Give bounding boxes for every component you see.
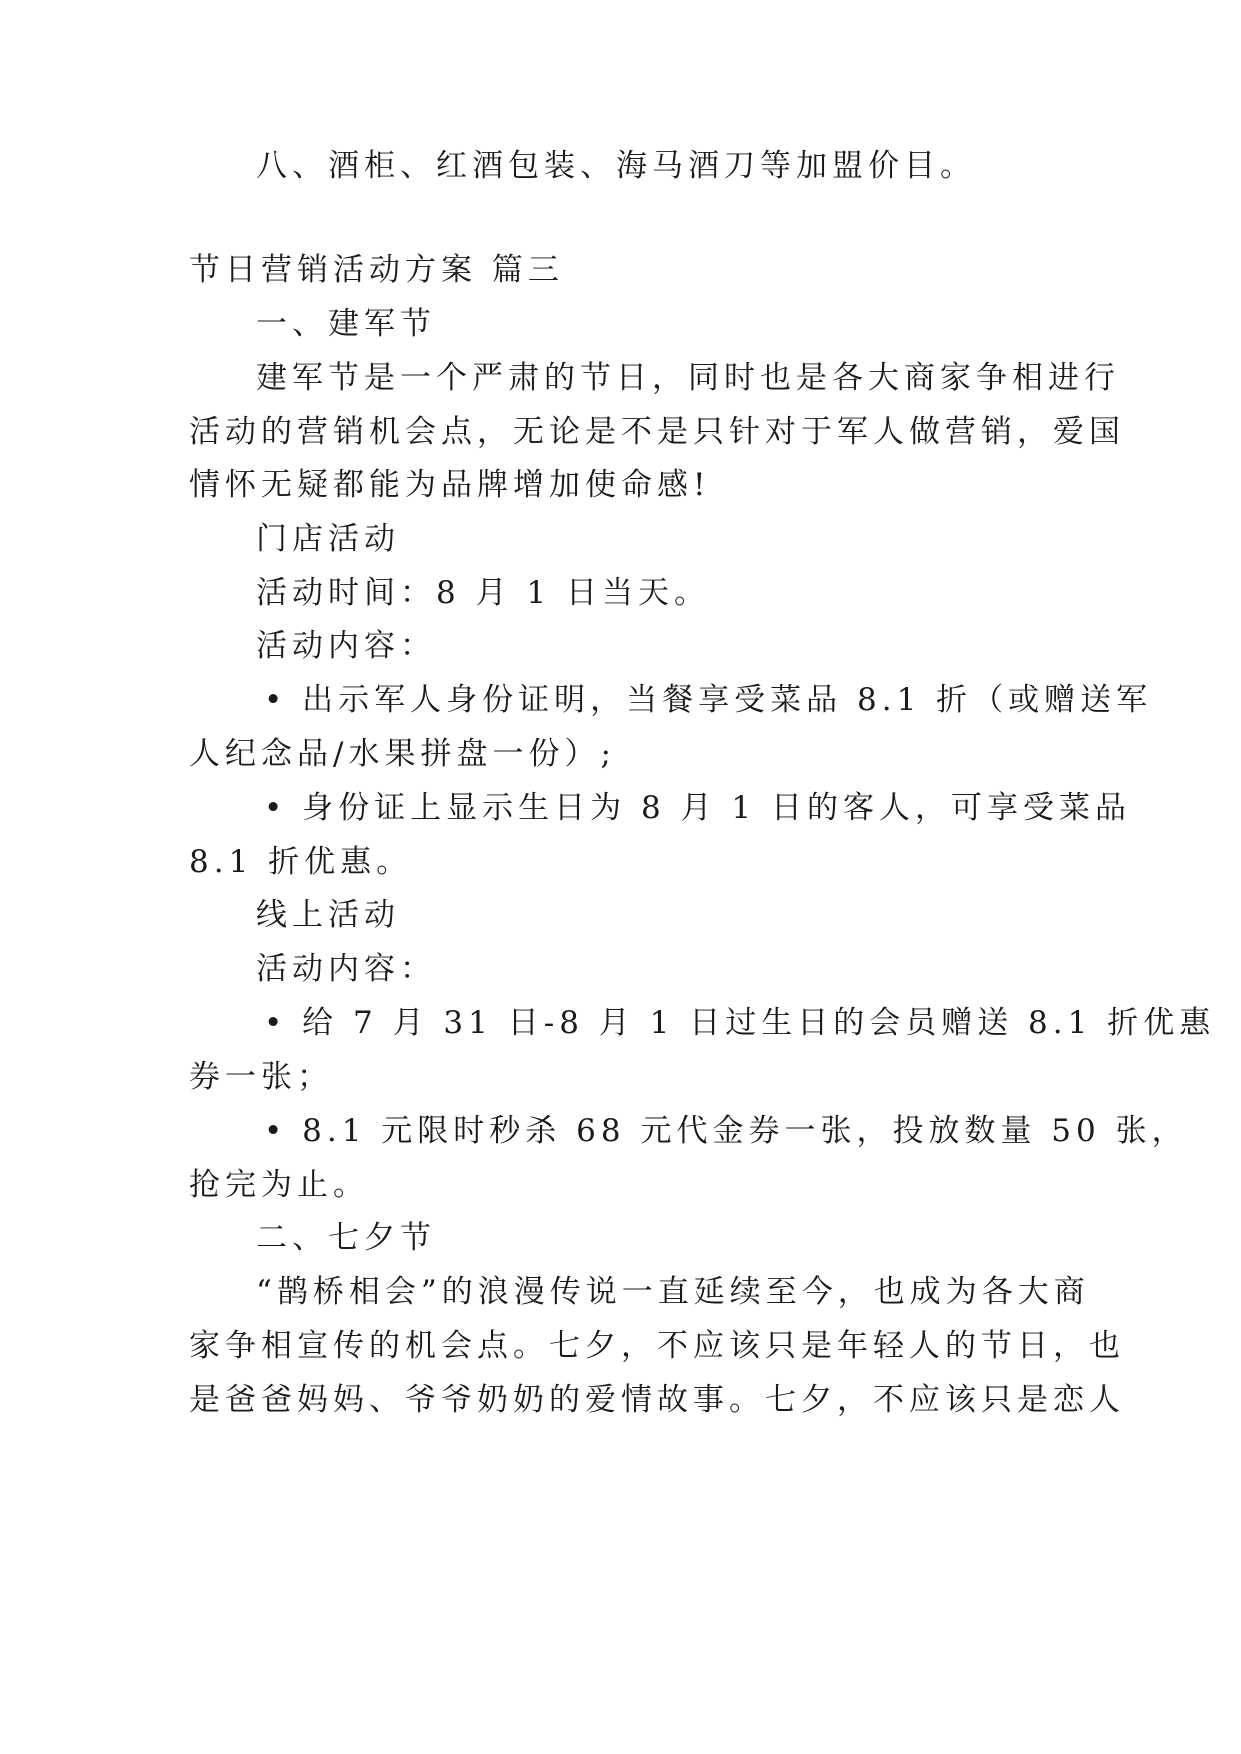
bullet-line: • 8.1 元限时秒杀 68 元代金券一张，投放数量 50 张， [264,1113,1188,1149]
store-activity-content-label: 活动内容： [256,628,436,664]
online-activity-heading: 线上活动 [256,897,400,933]
online-activity-content-label: 活动内容： [256,951,436,987]
bullet-line: • 给 7 月 31 日-8 月 1 日过生日的会员赠送 8.1 折优惠 [264,1005,1216,1041]
bullet-line: • 出示军人身份证明，当餐享受菜品 8.1 折（或赠送军 [264,682,1153,718]
part-two-heading: 二、七夕节 [256,1220,436,1256]
store-activity-time: 活动时间：8 月 1 日当天。 [256,575,711,611]
paragraph-line: 活动的营销机会点，无论是不是只针对于军人做营销，爱国 [189,414,1125,450]
store-activity-heading: 门店活动 [256,521,400,557]
paragraph-line: “鹊桥相会”的浪漫传说一直延续至今，也成为各大商 [256,1274,1090,1310]
part-one-heading: 一、建军节 [256,306,436,342]
paragraph-line: 家争相宣传的机会点。七夕，不应该只是年轻人的节日，也 [189,1328,1125,1364]
bullet-line: 券一张； [189,1059,333,1095]
bullet-line: 抢完为止。 [189,1167,369,1203]
paragraph-line: 是爸爸妈妈、爷爷奶奶的爱情故事。七夕，不应该只是恋人 [189,1382,1125,1418]
bullet-line: 8.1 折优惠。 [189,844,413,880]
bullet-line: • 身份证上显示生日为 8 月 1 日的客人，可享受菜品 [264,790,1131,826]
section-heading: 节日营销活动方案 篇三 [189,252,564,288]
paragraph-line: 情怀无疑都能为品牌增加使命感! [189,467,711,503]
item-eight: 八、酒柜、红酒包装、海马酒刀等加盟价目。 [256,148,976,184]
paragraph-line: 建军节是一个严肃的节日，同时也是各大商家争相进行 [256,360,1120,396]
bullet-line: 人纪念品/水果拼盘一份）; [189,736,616,772]
